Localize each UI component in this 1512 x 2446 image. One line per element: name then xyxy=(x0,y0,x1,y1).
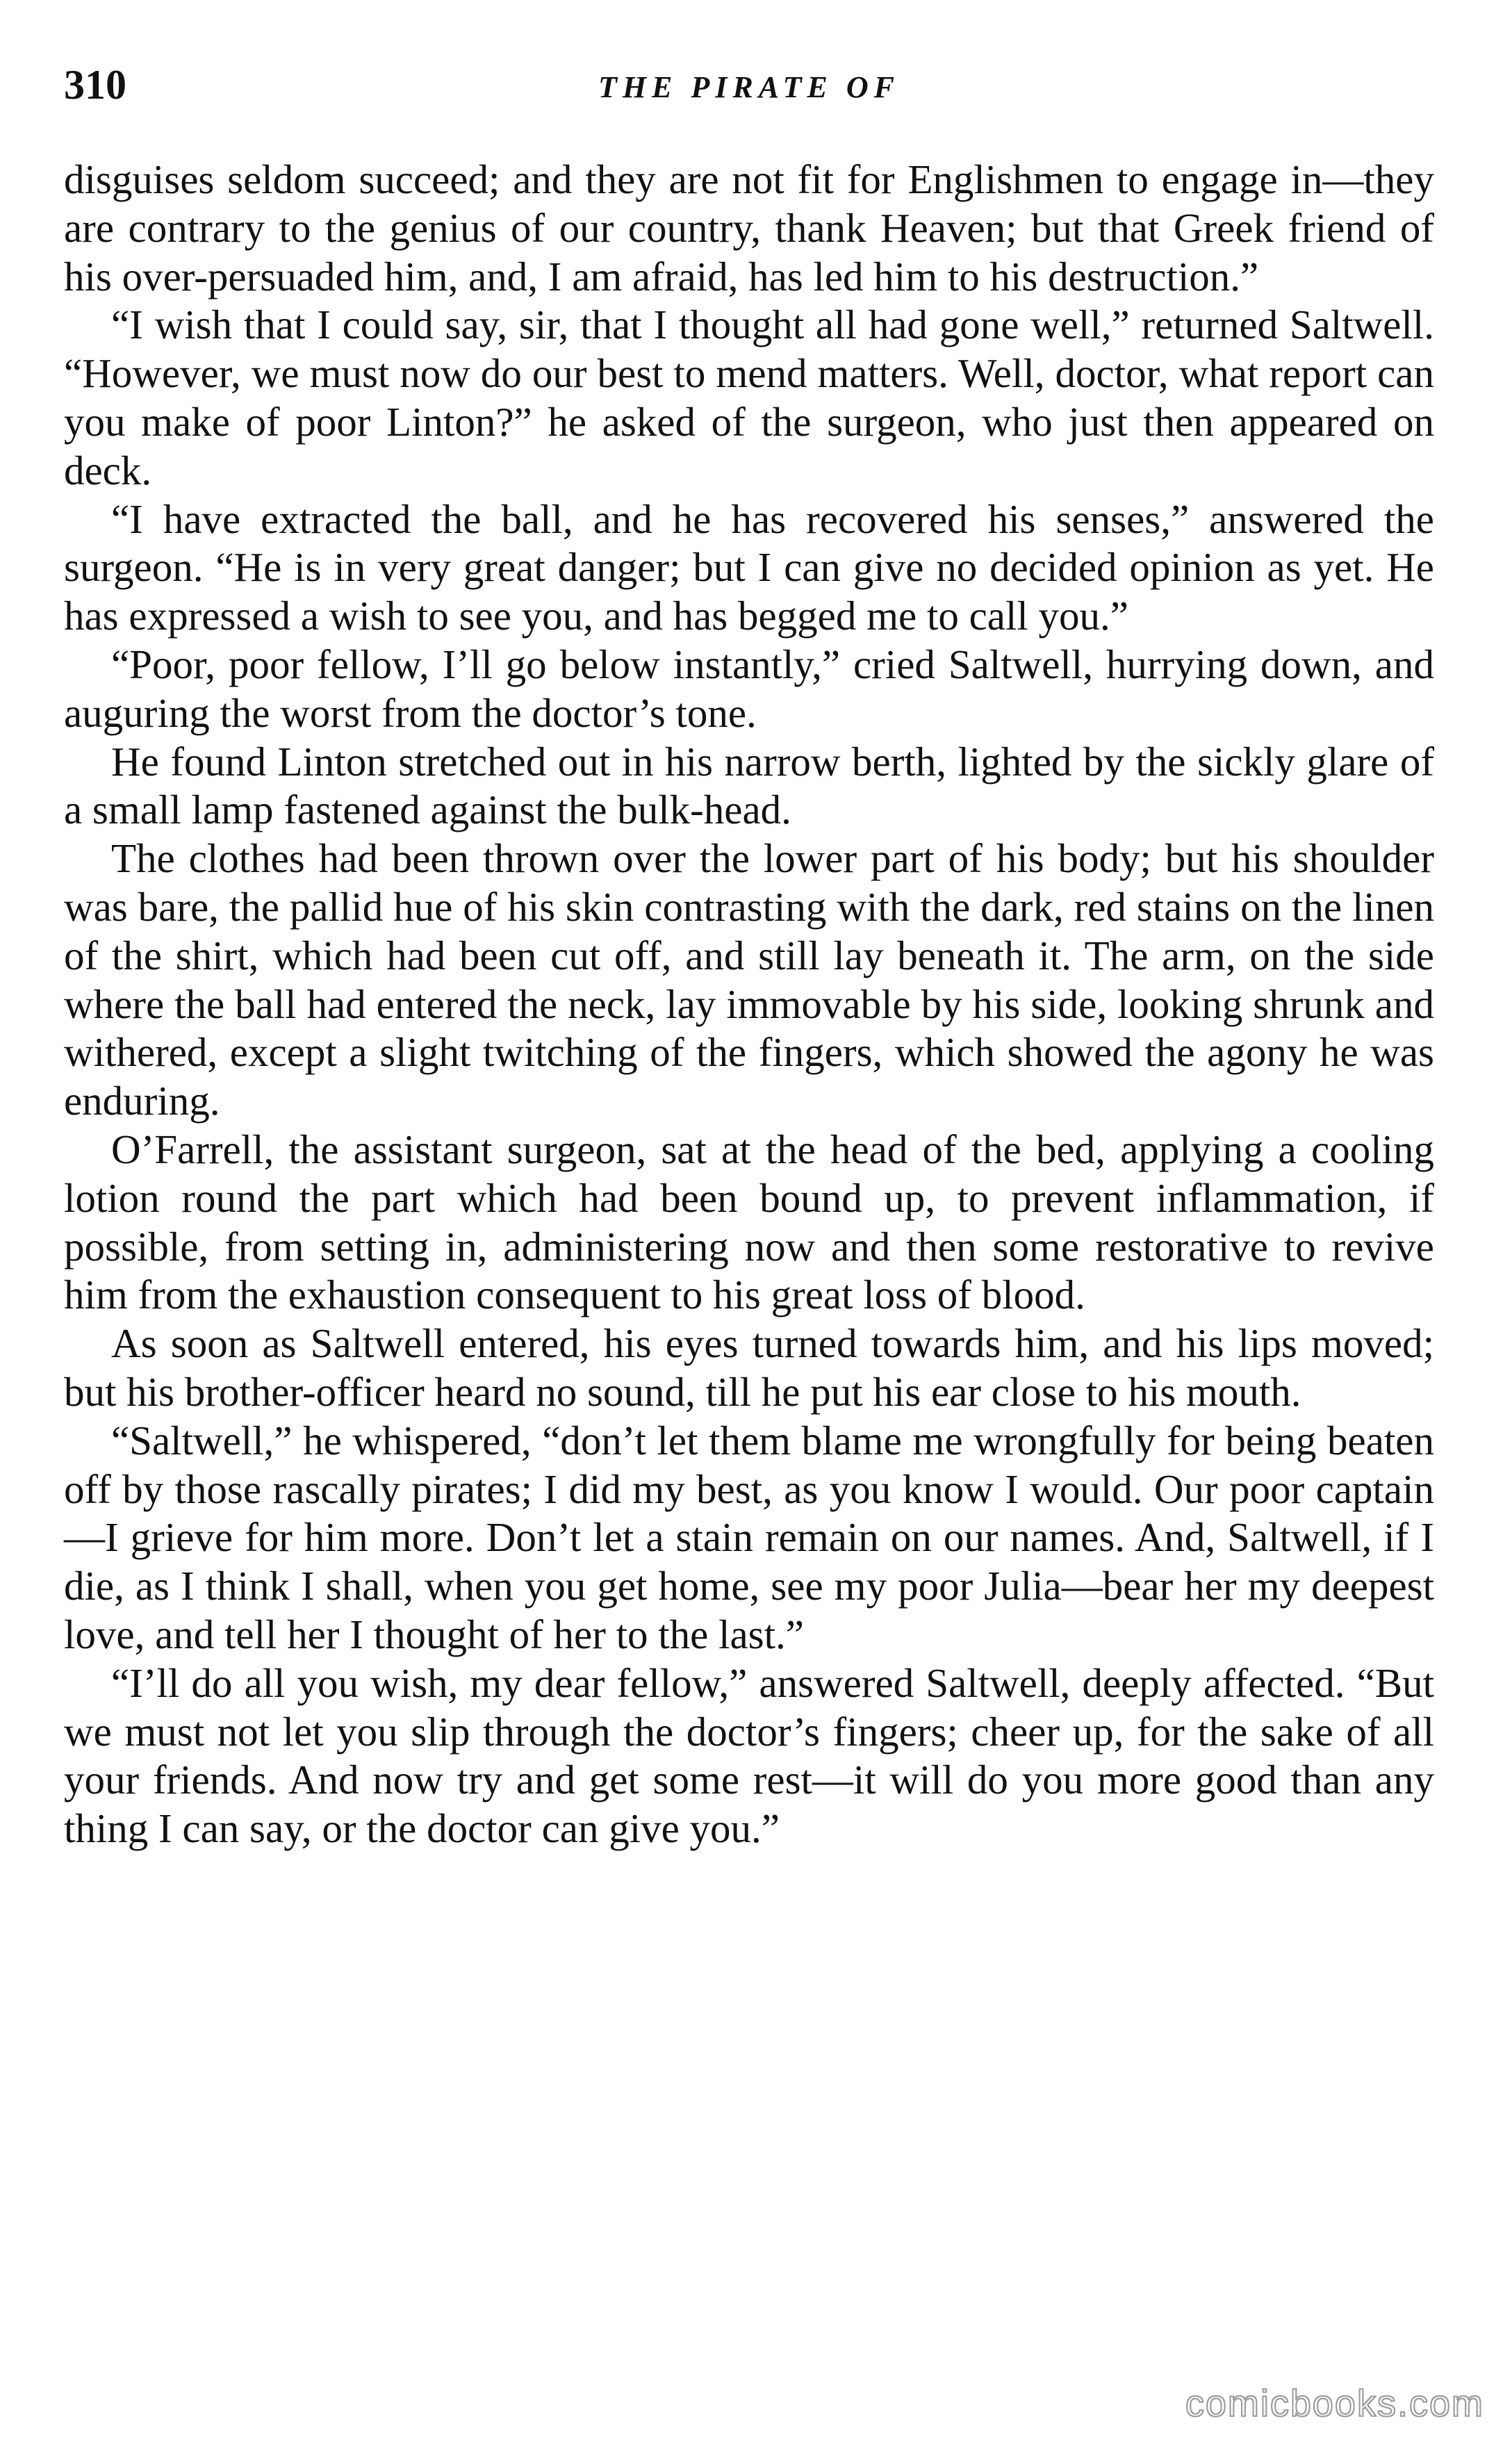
paragraph: He found Linton stretched out in his narrow berth, lighted by the sickly glare of a small lamp fastened against the bulk-head. xyxy=(64,738,1434,833)
book-page xyxy=(64,61,1434,1853)
paragraph: “I have extracted the ball, and he has recovered his senses,” answered the surgeon. “He is in very great danger; but I can give no decided opinion as yet. He has expressed a wish to see you, and has begged me to call you.” xyxy=(64,495,1434,639)
paragraph: “Saltwell,” he whispered, “don’t let them blame me wrongfully for being beaten off by those rascally pirates; I did my best, as you know I would. Our poor captain—I grieve for him more. Don’t let a stain remain on our names. And, Saltwell, if I die, as I think I shall, when you get home, see my poor Julia—bear her my deepest love, and tell her I thought of her to the last.” xyxy=(64,1417,1434,1657)
page-header xyxy=(64,61,1434,128)
paragraph: “Poor, poor fellow, I’ll go below instantly,” cried Saltwell, hurrying down, and auguring the worst from the doctor’s tone. xyxy=(64,641,1434,736)
body-text xyxy=(64,156,1434,1853)
running-head: THE PIRATE OF xyxy=(598,70,901,104)
paragraph: As soon as Saltwell entered, his eyes turned towards him, and his lips moved; but his brother-officer heard no sound, till he put his ear close to his mouth. xyxy=(64,1320,1434,1415)
paragraph: “I’ll do all you wish, my dear fellow,” answered Saltwell, deeply affected. “But we must not let you slip through the doctor’s fingers; cheer up, for the sake of all your friends. And now try and get some rest—it will do you more good than any thing I can say, or the doctor can give you.” xyxy=(64,1659,1434,1852)
page-number: 310 xyxy=(64,62,126,108)
paragraph: disguises seldom succeed; and they are not fit for Englishmen to engage in—they are contrary to the genius of our country, thank Heaven; but that Greek friend of his over-persuaded him, and, I am afraid, has led him to his destruction.” xyxy=(64,156,1434,299)
paragraph: “I wish that I could say, sir, that I thought all had gone well,” returned Saltwell. “However, we must now do our best to mend matters. Well, doctor, what report can you make of poor Linton?” he asked of the surgeon, who just then appeared on deck. xyxy=(64,302,1434,493)
watermark: comicbooks.com xyxy=(1185,2383,1484,2424)
paragraph: O’Farrell, the assistant surgeon, sat at the head of the bed, applying a cooling lotion round the part which had been bound up, to prevent inflammation, if possible, from setting in, administering now and then some restorative to revive him from the exhaustion consequent to his great loss of blood. xyxy=(64,1126,1434,1318)
paragraph: The clothes had been thrown over the lower part of his body; but his shoulder was bare, the pallid hue of his skin contrasting with the dark, red stains on the linen of the shirt, which had been cut off, and still lay beneath it. The arm, on the side where the ball had entered the neck, lay immovable by his side, looking shrunk and withered, except a slight twitching of the fingers, which showed the agony he was enduring. xyxy=(64,835,1434,1124)
